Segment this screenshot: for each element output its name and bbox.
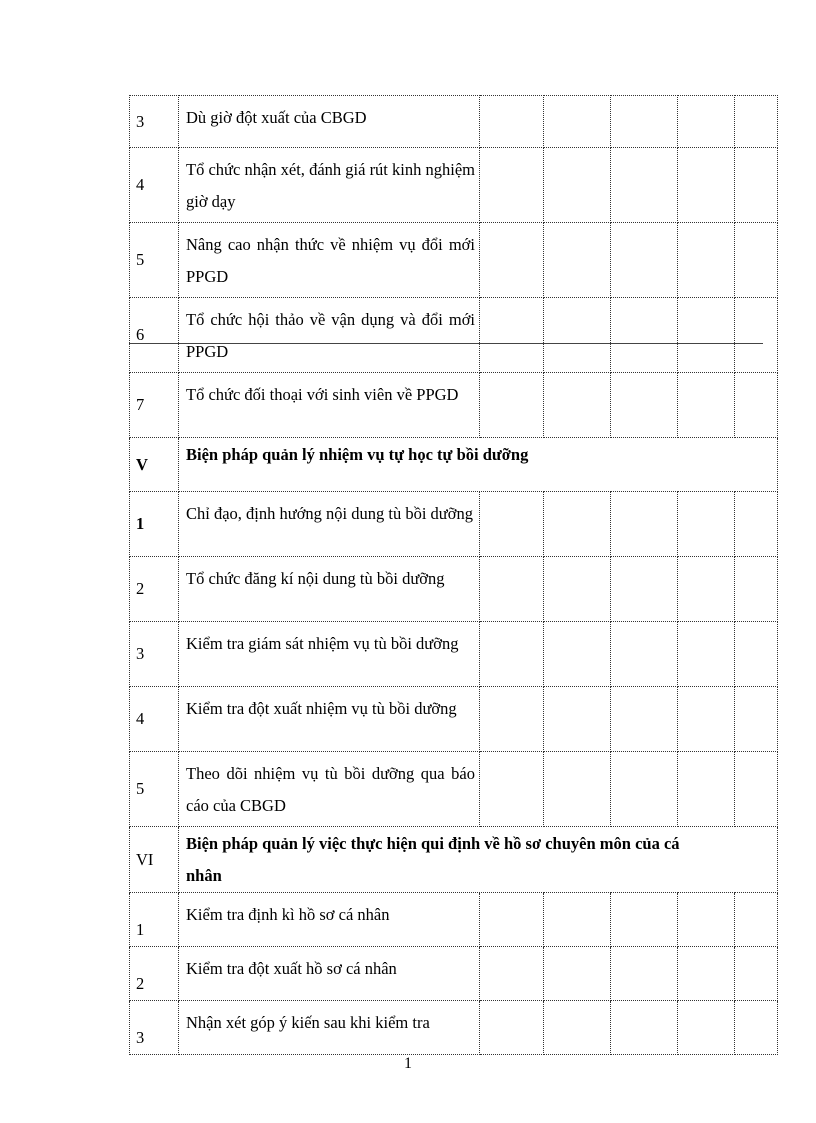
table-row — [130, 148, 778, 223]
rating-cell — [611, 687, 678, 752]
section-number: V — [130, 438, 179, 492]
table-row — [130, 752, 778, 827]
item-text: Kiểm tra đột xuất nhiệm vụ tù bồi dưỡng — [179, 687, 480, 752]
rating-cell — [480, 1001, 544, 1055]
rating-cell — [678, 622, 735, 687]
item-text: Kiểm tra định kì hồ sơ cá nhân — [179, 893, 480, 947]
rating-cell — [611, 492, 678, 557]
table-row — [130, 492, 778, 557]
item-number: 3 — [130, 1001, 179, 1055]
rating-cell — [544, 148, 611, 223]
rating-cell — [611, 622, 678, 687]
rating-cell — [544, 373, 611, 438]
rating-cell — [678, 492, 735, 557]
rating-cell — [480, 492, 544, 557]
rating-cell — [735, 947, 778, 1001]
rating-cell — [735, 893, 778, 947]
table-row — [130, 687, 778, 752]
section-title: Biện pháp quản lý nhiệm vụ tự học tự bồi dưỡng — [179, 438, 778, 492]
rating-cell — [544, 752, 611, 827]
section-title: Biện pháp quản lý việc thực hiện qui định về hồ sơ chuyên môn của cá nhân — [179, 827, 778, 893]
rating-cell — [611, 1001, 678, 1055]
table-row — [130, 96, 778, 148]
rating-cell — [480, 687, 544, 752]
item-text: Chỉ đạo, định hướng nội dung tù bồi dưỡng — [179, 492, 480, 557]
rating-cell — [611, 298, 678, 373]
rating-cell — [678, 96, 735, 148]
rating-cell — [544, 298, 611, 373]
item-number: 1 — [130, 893, 179, 947]
section-header-row — [130, 827, 778, 893]
rating-cell — [735, 223, 778, 298]
rating-cell — [480, 947, 544, 1001]
rating-cell — [611, 947, 678, 1001]
rating-cell — [735, 96, 778, 148]
item-number: 5 — [130, 752, 179, 827]
rating-cell — [544, 947, 611, 1001]
rating-cell — [678, 1001, 735, 1055]
page-number: 1 — [404, 1055, 412, 1072]
rating-cell — [544, 893, 611, 947]
rating-cell — [735, 687, 778, 752]
rating-cell — [611, 148, 678, 223]
rating-cell — [678, 557, 735, 622]
assessment-table — [129, 95, 778, 1055]
rating-cell — [480, 148, 544, 223]
item-text: Tổ chức đăng kí nội dung tù bồi dưỡng — [179, 557, 480, 622]
item-text: Nâng cao nhận thức về nhiệm vụ đổi mới PPGD — [179, 223, 480, 298]
rating-cell — [735, 622, 778, 687]
table-row — [130, 223, 778, 298]
item-number: 6 — [130, 298, 179, 373]
rating-cell — [735, 752, 778, 827]
rating-cell — [544, 96, 611, 148]
table-row — [130, 947, 778, 1001]
rating-cell — [544, 622, 611, 687]
horizontal-rule — [129, 343, 763, 344]
item-text: Theo dõi nhiệm vụ tù bồi dưỡng qua báo cáo của CBGD — [179, 752, 480, 827]
item-text: Kiểm tra đột xuất hồ sơ cá nhân — [179, 947, 480, 1001]
rating-cell — [611, 96, 678, 148]
rating-cell — [611, 373, 678, 438]
item-text: Tổ chức đối thoại với sinh viên về PPGD — [179, 373, 480, 438]
item-number: 4 — [130, 148, 179, 223]
rating-cell — [678, 223, 735, 298]
rating-cell — [735, 298, 778, 373]
item-number: 1 — [130, 492, 179, 557]
rating-cell — [678, 687, 735, 752]
table-row — [130, 298, 778, 373]
rating-cell — [544, 223, 611, 298]
rating-cell — [611, 752, 678, 827]
rating-cell — [611, 893, 678, 947]
rating-cell — [480, 752, 544, 827]
table-row — [130, 622, 778, 687]
rating-cell — [611, 223, 678, 298]
rating-cell — [480, 373, 544, 438]
rating-cell — [678, 893, 735, 947]
table-row — [130, 1001, 778, 1055]
rating-cell — [735, 373, 778, 438]
item-text: Tổ chức hội thảo về vận dụng và đổi mới PPGD — [179, 298, 480, 373]
item-number: 7 — [130, 373, 179, 438]
table-row — [130, 893, 778, 947]
rating-cell — [480, 893, 544, 947]
rating-cell — [735, 492, 778, 557]
table-row — [130, 373, 778, 438]
rating-cell — [480, 622, 544, 687]
item-text: Nhận xét góp ý kiến sau khi kiểm tra — [179, 1001, 480, 1055]
item-number: 2 — [130, 557, 179, 622]
rating-cell — [735, 557, 778, 622]
rating-cell — [678, 148, 735, 223]
rating-cell — [735, 1001, 778, 1055]
rating-cell — [544, 1001, 611, 1055]
table-row — [130, 557, 778, 622]
rating-cell — [544, 492, 611, 557]
rating-cell — [544, 687, 611, 752]
rating-cell — [480, 223, 544, 298]
item-number: 2 — [130, 947, 179, 1001]
item-text: Kiểm tra giám sát nhiệm vụ tù bồi dưỡng — [179, 622, 480, 687]
rating-cell — [735, 148, 778, 223]
rating-cell — [480, 96, 544, 148]
rating-cell — [678, 298, 735, 373]
item-number: 5 — [130, 223, 179, 298]
item-number: 3 — [130, 96, 179, 148]
rating-cell — [480, 298, 544, 373]
item-number: 4 — [130, 687, 179, 752]
rating-cell — [678, 947, 735, 1001]
item-text: Dù giờ đột xuất của CBGD — [179, 96, 480, 148]
rating-cell — [678, 373, 735, 438]
section-number: VI — [130, 827, 179, 893]
item-number: 3 — [130, 622, 179, 687]
rating-cell — [544, 557, 611, 622]
section-header-row — [130, 438, 778, 492]
item-text: Tổ chức nhận xét, đánh giá rút kinh nghiệm giờ dạy — [179, 148, 480, 223]
rating-cell — [678, 752, 735, 827]
rating-cell — [480, 557, 544, 622]
rating-cell — [611, 557, 678, 622]
